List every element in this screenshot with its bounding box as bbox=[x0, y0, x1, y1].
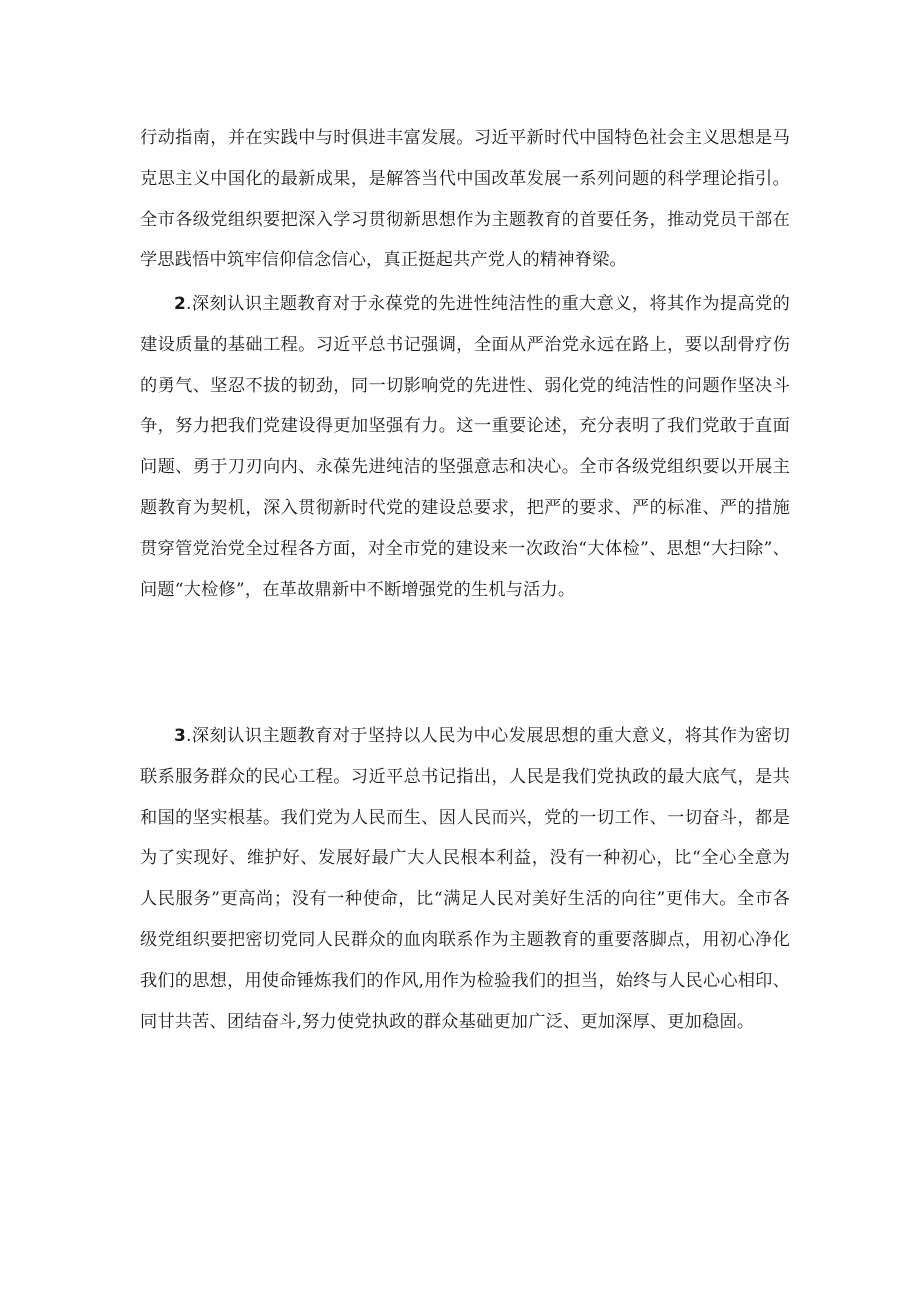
list-item-number: 3 bbox=[174, 726, 187, 746]
paragraph-text: 行动指南，并在实践中与时俱进丰富发展。习近平新时代中国特色社会主义思想是马克思主义中国化的最新成果，是解答当代中国改革发展一系列问题的科学理论指引。全市各级党组织要把深入学习贯彻新思想作为主题教育的首要任务，推动党员干部在学思践悟中筑牢信仰信念信心，真正挺起共产党人的精神脊梁。 bbox=[140, 128, 790, 271]
paragraph-text: .深刻认识主题教育对于永葆党的先进性纯洁性的重大意义，将其作为提高党的建设质量的基础工程。习近平总书记强调，全面从严治党永远在路上，要以刮骨疗伤的勇气、坚忍不拔的韧劲，同一切影响党的先进性、弱化党的纯洁性的问题作坚决斗争，努力把我们党建设得更加坚强有力。这一重要论述，充分表明了我们党敢于直面问题、勇于刀刃向内、永葆先进纯洁的坚强意志和决心。全市各级党组织要以开展主题教育为契机，深入贯彻新时代党的建设总要求，把严的要求、严的标准、严的措施贯穿管党治党全过程各方面，对全市党的建设来一次政治“大体检”、思想“大扫除”、问题“大检修”，在革故鼎新中不断增强党的生机与活力。 bbox=[140, 294, 790, 600]
paragraph-text: .深刻认识主题教育对于坚持以人民为中心发展思想的重大意义，将其作为密切联系服务群众的民心工程。习近平总书记指出，人民是我们党执政的最大底气，是共和国的坚实根基。我们党为人民而生、因人民而兴，党的一切工作、一切奋斗，都是为了实现好、维护好、发展好最广大人民根本利益，没有一种初心，比“全心全意为人民服务”更高尚；没有一种使命，比“满足人民对美好生活的向往”更伟大。全市各级党组织要把密切党同人民群众的血肉联系作为主题教育的重要落脚点，用初心净化我们的思想，用使命锤炼我们的作风,用作为检验我们的担当，始终与人民心心相印、同甘共苦、团结奋斗,努力使党执政的群众基础更加广泛、更加深厚、更加稳固。 bbox=[140, 726, 790, 1032]
list-item-number: 2 bbox=[174, 294, 187, 314]
paragraph-continuation bbox=[140, 118, 790, 281]
paragraph-item-2 bbox=[140, 284, 790, 610]
paragraph-item-3 bbox=[140, 716, 790, 1042]
